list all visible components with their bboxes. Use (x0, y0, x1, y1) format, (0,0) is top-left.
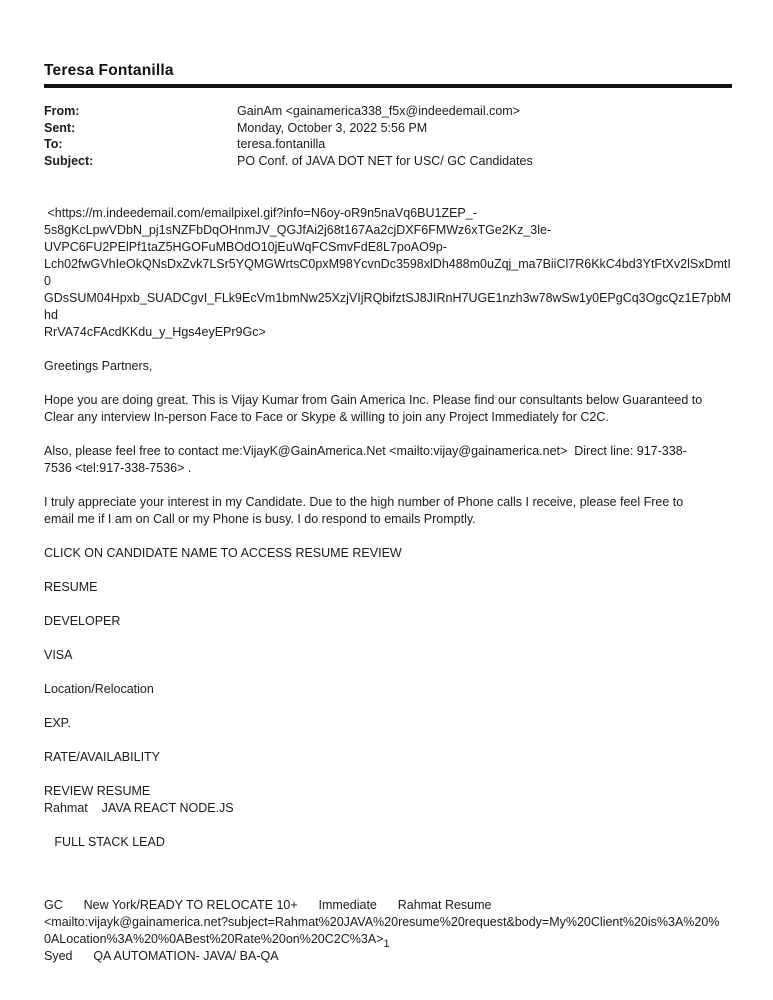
candidate-rahmat-role (44, 834, 732, 851)
text-line: DEVELOPER (44, 614, 121, 628)
text-line: Also, please feel free to contact me:VijayK@GainAmerica.Net <mailto:vijay@gainamerica.net> Direct line: 917-338- (44, 444, 687, 458)
text-line: 5s8gKcLpwVDbN_pj1sNZFbDqOHnmJV_QGJfAi2j68t167Aa2cjDXF6FMWz6xTGe2Kz_3le- (44, 223, 552, 237)
contact-paragraph[interactable] (44, 443, 732, 477)
candidate-rahmat-header (44, 783, 732, 817)
text-line: I truly appreciate your interest in my Candidate. Due to the high number of Phone calls I receive, please feel Free to (44, 495, 684, 509)
text-line: RATE/AVAILABILITY (44, 750, 161, 764)
field-value: PO Conf. of JAVA DOT NET for USC/ GC Candidates (237, 153, 533, 168)
column-rate-availability (44, 749, 732, 766)
text-line: CLICK ON CANDIDATE NAME TO ACCESS RESUME REVIEW (44, 546, 402, 560)
field-label: To: (44, 137, 63, 151)
text-line: FULL STACK LEAD (44, 835, 165, 849)
header-field-row (44, 153, 732, 170)
field-label: From: (44, 104, 80, 118)
text-line: Location/Relocation (44, 682, 154, 696)
text-line: RrVA74cFAcdKKdu_y_Hgs4eyEPr9Gc> (44, 325, 266, 339)
column-location-relocation (44, 681, 732, 698)
text-line: Lch02fwGVhIeOkQNsDxZvk7LSr5YQMGWrtsC0pxM98YcvnDc3598xlDh488m0uZqj_ma7BiiCl7R6KkC4bd3YtFtXv2lSxDmtI0 (44, 257, 731, 288)
page-number: 1 (383, 938, 390, 950)
text-line: <mailto:vijayk@gainamerica.net?subject=Rahmat%20JAVA%20resume%20request&body=My%20Client%20is%3A%20% (44, 915, 720, 929)
greeting (44, 358, 732, 375)
field-label: Subject: (44, 153, 94, 168)
text-line: 0ALocation%3A%20%0ABest%20Rate%20on%20C2C%3A> (44, 932, 384, 946)
header-divider (44, 84, 732, 88)
header-field-row (44, 103, 732, 120)
text-line: Clear any interview In-person Face to Face or Skype & willing to join any Project Immediately for C2C. (44, 410, 609, 424)
field-label: Sent: (44, 120, 76, 135)
email-body (44, 205, 732, 965)
recipient-name-heading: Teresa Fontanilla (44, 62, 174, 79)
header-field-row (44, 136, 732, 153)
text-line: REVIEW RESUME (44, 784, 151, 798)
availability-paragraph (44, 494, 732, 528)
text-line: 7536 <tel:917-338-7536> . (44, 461, 192, 475)
field-value: GainAm <gainamerica338_f5x@indeedemail.com> (237, 104, 520, 118)
text-line: Syed QA AUTOMATION- JAVA/ BA-QA (44, 949, 279, 963)
candidate-rahmat-details[interactable] (44, 897, 732, 965)
text-line: Greetings Partners, (44, 359, 153, 373)
intro-paragraph (44, 392, 732, 426)
column-developer (44, 613, 732, 630)
text-line: GC New York/READY TO RELOCATE 10+ Immediate Rahmat Resume (44, 898, 492, 912)
text-line: Hope you are doing great. This is Vijay Kumar from Gain America Inc. Please find our consultants below Guaranteed to (44, 393, 703, 407)
text-line: RESUME (44, 580, 98, 594)
column-visa (44, 647, 732, 664)
field-value: Monday, October 3, 2022 5:56 PM (237, 120, 428, 135)
text-line: UVPC6FU2PElPf1taZ5HGOFuMBOdO10jEuWqFCSmvFdE8L7poAO9p- (44, 240, 447, 254)
text-line: VISA (44, 648, 73, 662)
column-resume (44, 579, 732, 596)
text-line: <https://m.indeedemail.com/emailpixel.gif?info=N6oy-oR9n5naVq6BU1ZEP_- (44, 206, 477, 220)
tracking-pixel-url[interactable] (44, 205, 732, 341)
resume-review-instruction (44, 545, 732, 562)
text-line: GDsSUM04Hpxb_SUADCgvI_FLk9EcVm1bmNw25XzjVIjRQbifztSJ8JIRnH7UGE1nzh3w78wSw1y0EPgCq3OgcQz1E7pbMhd (44, 291, 732, 322)
document-content (44, 0, 732, 982)
header-field-row (44, 120, 732, 137)
field-value: teresa.fontanilla (237, 137, 326, 151)
column-exp (44, 715, 732, 732)
text-line: email me if I am on Call or my Phone is busy. I do respond to emails Promptly. (44, 512, 476, 526)
text-line: Rahmat JAVA REACT NODE.JS (44, 801, 234, 815)
email-header-fields (44, 103, 732, 169)
text-line: EXP. (44, 716, 71, 730)
